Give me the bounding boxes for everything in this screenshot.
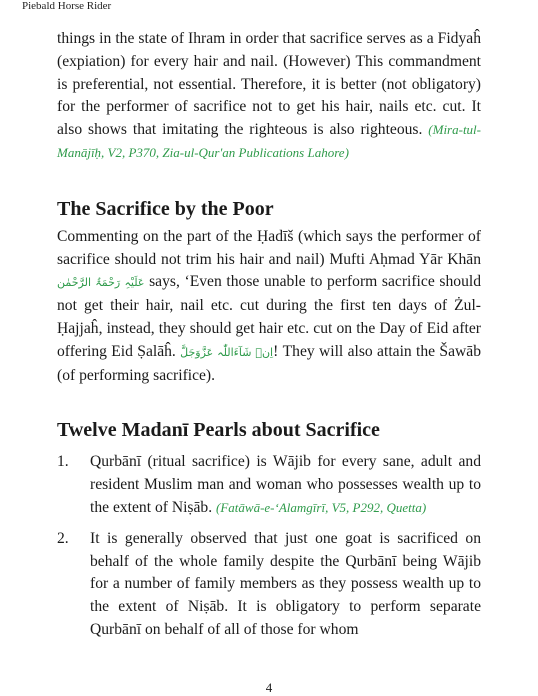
intro-text: things in the state of Ihram in order that sacrifice serves as a Fidyaĥ (expiation) for every hair and nail. (However) This commandment is preferential, not essential. Therefore, it is better (not obligatory) for the performer of sacrifice not to get his hair, nails etc. cut. It also shows that imitating the righteous is also righteous. bbox=[57, 30, 481, 139]
page-number: 4 bbox=[265, 680, 273, 695]
section1-text-a: Commenting on the part of the Ḥadīš (which says the performer of sacrifice should not trim his hair and nail) Mufti Aḥmad Yār Khān bbox=[57, 227, 481, 268]
section1-text-c: ! They will also attain the Šawāb (of performing sacrifice). bbox=[57, 342, 481, 384]
pearls-list bbox=[57, 451, 481, 641]
page-body bbox=[57, 28, 481, 650]
pearl-number: 2. bbox=[57, 529, 69, 547]
intro-citation: (Mira-tul-Manājīḥ, V2, P370, Zia-ul-Qur'an Publications Lahore) bbox=[57, 122, 481, 160]
section1-text-b: says, ‘Even those unable to perform sacrifice should not get their hair, nail etc. cut during the first ten days of Żul-Ḥajjaĥ, instead, they should get hair etc. cut on the Day of Eid after offering Eid Ṣalāĥ. bbox=[57, 273, 481, 360]
honorific-calligraphy: عَلَیْہِ رَحْمَۃُ الرَّحْمٰن bbox=[57, 276, 145, 290]
pearl-number: 1. bbox=[57, 453, 69, 471]
section-heading-sacrifice-by-poor: The Sacrifice by the Poor bbox=[57, 197, 274, 220]
intro-paragraph bbox=[57, 28, 481, 165]
running-head: Piebald Horse Rider bbox=[22, 0, 112, 12]
pearl-item-1 bbox=[57, 451, 481, 519]
pearl-text: Qurbānī (ritual sacrifice) is Wājib for every sane, adult and resident Muslim man and woman who possesses wealth up to the extent of Niṣāb. bbox=[90, 453, 481, 516]
pearl-text: It is generally observed that just one goat is sacrificed on behalf of the whole family despite the Qurbānī being Wājib for a number of family members as they possess wealth up to the extent of Niṣāb. It is obligatory to perform separate Qurbānī on behalf of all of those for whom bbox=[90, 529, 481, 638]
section-heading-madani-pearls: Twelve Madanī Pearls about Sacrifice bbox=[57, 419, 380, 442]
pearl-citation: (Fatāwā-e-‘Alamgīrī, V5, P292, Quetta) bbox=[216, 499, 427, 515]
sacrifice-by-poor-paragraph bbox=[57, 226, 481, 388]
dua-calligraphy: اِنۡ شَآءَاللّٰہ عَزَّوَجَلَّ bbox=[180, 345, 274, 359]
pearl-item-2 bbox=[57, 528, 481, 642]
